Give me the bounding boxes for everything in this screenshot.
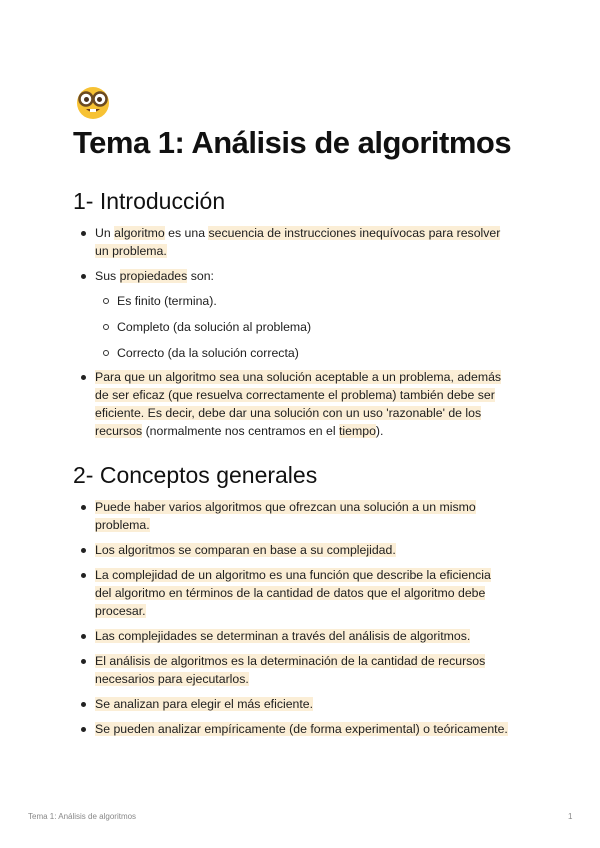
page-title: Tema 1: Análisis de algoritmos <box>73 125 512 160</box>
intro-list <box>73 224 543 292</box>
nerd-face-icon <box>73 84 113 120</box>
list-item: Se analizan para elegir el más eficiente. <box>73 695 543 713</box>
list-item: El análisis de algoritmos es la determinación de la cantidad de recursos necesarios para ejecutarlos. <box>73 652 543 688</box>
list-item: Los algoritmos se comparan en base a su complejidad. <box>73 541 543 559</box>
list-item: Las complejidades se determinan a través del análisis de algoritmos. <box>73 627 543 645</box>
intro-list-continued <box>73 368 543 447</box>
concepts-list <box>73 498 543 745</box>
list-item: Sus propiedades son: <box>73 267 543 285</box>
section-heading-concepts: 2- Conceptos generales <box>73 462 318 488</box>
list-item: Un algoritmo es una secuencia de instrucciones inequívocas para resolver un problema. <box>73 224 543 260</box>
list-item: Puede haber varios algoritmos que ofrezcan una solución a un mismo problema. <box>73 498 543 534</box>
sublist-item: Completo (da solución al problema) <box>73 318 543 336</box>
properties-sublist <box>73 292 543 370</box>
footer-title: Tema 1: Análisis de algoritmos <box>28 812 137 821</box>
list-item: Para que un algoritmo sea una solución aceptable a un problema, además de ser eficaz (que resuelva correctamente el problema) también debe ser eficiente. Es decir, debe dar una solución con un uso 'razonable' de los recursos (normalmente nos centramos en el tiempo). <box>73 368 543 440</box>
page-number: 1 <box>568 812 573 821</box>
section-heading-intro: 1- Introducción <box>73 188 226 214</box>
list-item: Se pueden analizar empíricamente (de forma experimental) o teóricamente. <box>73 720 543 738</box>
sublist-item: Es finito (termina). <box>73 292 543 310</box>
sublist-item: Correcto (da la solución correcta) <box>73 344 543 362</box>
list-item: La complejidad de un algoritmo es una función que describe la eficiencia del algoritmo en términos de la cantidad de datos que el algoritmo debe procesar. <box>73 566 543 620</box>
